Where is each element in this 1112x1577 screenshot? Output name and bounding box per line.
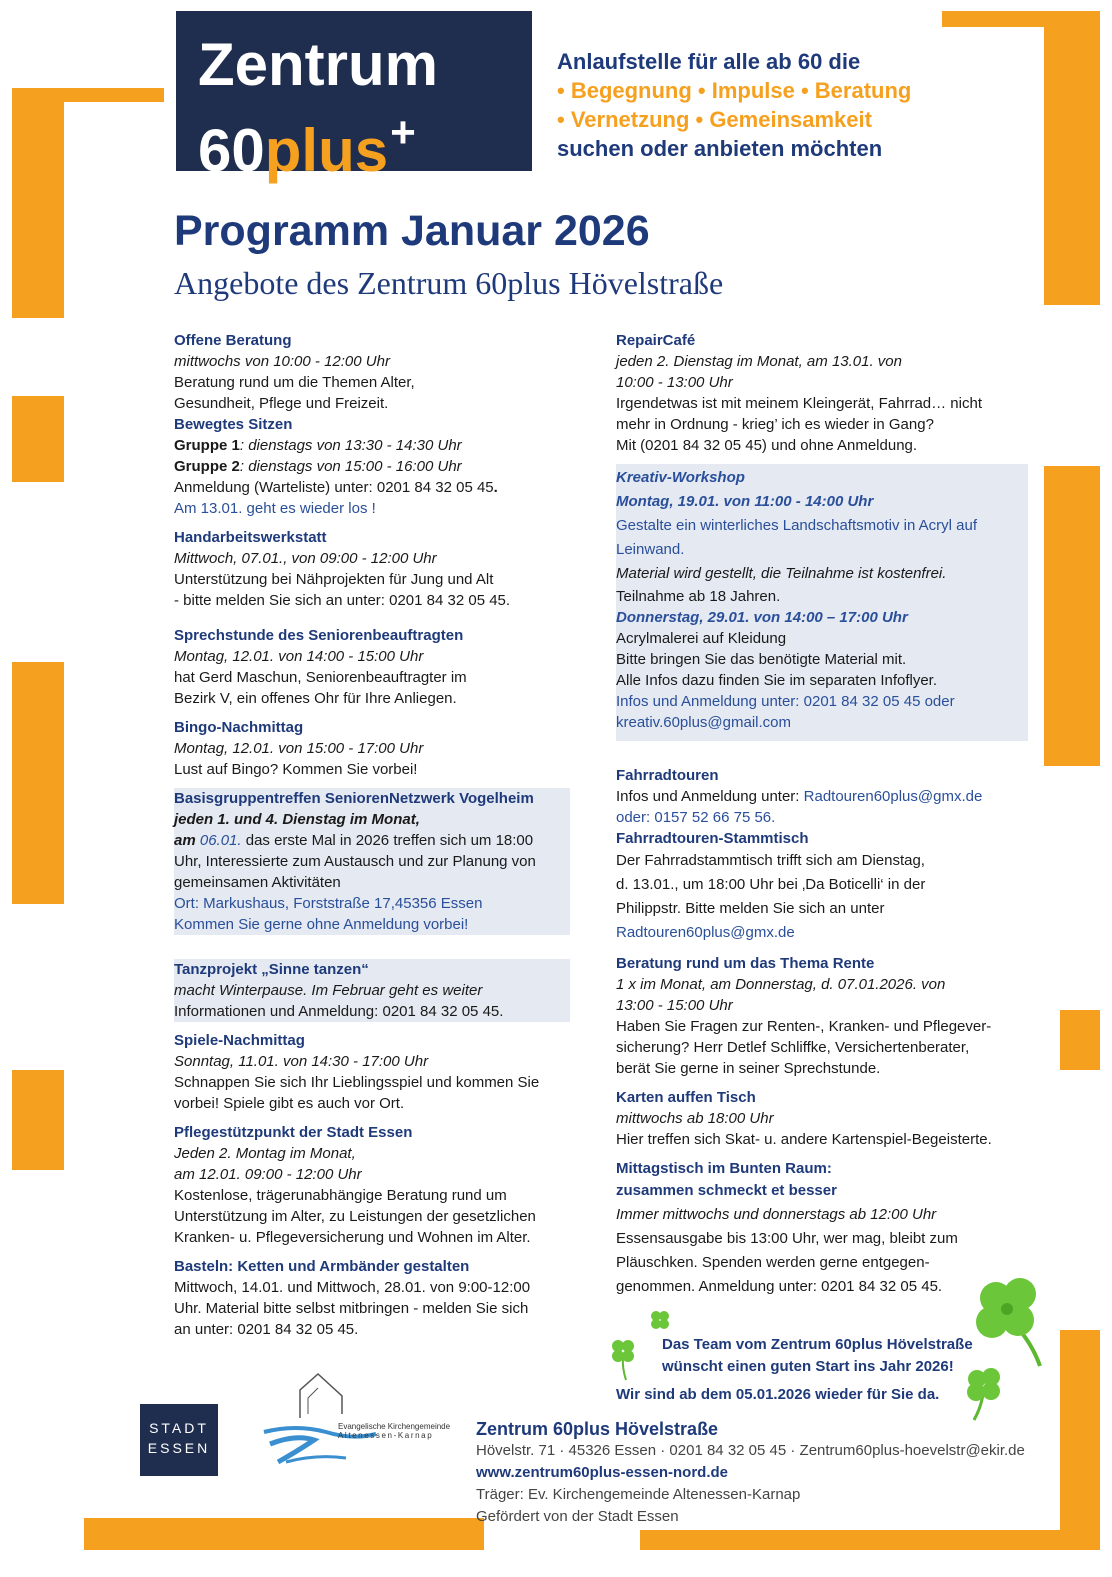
email-link[interactable]: kreativ.60plus@gmail.com bbox=[616, 714, 792, 731]
event-text: Mit (0201 84 32 05 45) und ohne Anmeldung. bbox=[616, 437, 918, 454]
period: . bbox=[493, 479, 498, 496]
frame-right-bottom bbox=[1060, 1330, 1100, 1550]
event-time bbox=[174, 456, 570, 477]
event-time: Immer mittwochs und donnerstags ab 12:00 Uhr bbox=[616, 1206, 937, 1223]
event-time: Jeden 2. Montag im Monat, bbox=[174, 1145, 356, 1162]
group-label: Gruppe 1 bbox=[174, 437, 240, 454]
event-text: Informationen und Anmeldung: 0201 84 32 05 45. bbox=[174, 1003, 504, 1020]
frame-left-mid1 bbox=[12, 396, 64, 482]
event-text: Haben Sie Fragen zur Renten-, Kranken- und Pflegever- bbox=[616, 1018, 992, 1035]
event-text: Bitte bringen Sie das benötigte Material mit. bbox=[616, 651, 907, 668]
logo-number: 60 bbox=[198, 117, 265, 184]
team-message bbox=[616, 1334, 973, 1406]
event-text: hat Gerd Maschun, Seniorenbeauftragter im bbox=[174, 669, 467, 686]
event-text: Kostenlose, trägerunabhängige Beratung rund um bbox=[174, 1187, 507, 1204]
frame-right-lower bbox=[1060, 1010, 1100, 1070]
event-date: 06.01. bbox=[195, 832, 242, 849]
event-note: Kommen Sie gerne ohne Anmeldung vorbei! bbox=[174, 916, 469, 933]
church-icon bbox=[256, 1370, 472, 1470]
event-heading: Fahrradtouren-Stammtisch bbox=[616, 830, 809, 847]
email-link[interactable]: Radtouren60plus@gmx.de bbox=[803, 788, 983, 805]
event-basisgruppentreffen bbox=[174, 788, 570, 935]
event-text: mehr in Ordnung - krieg’ ich es wieder in Gang? bbox=[616, 416, 934, 433]
event-text: Irgendetwas ist mit meinem Kleingerät, Fahrrad… nicht bbox=[616, 395, 982, 412]
event-text: Pläuschken. Spenden werden gerne entgegen- bbox=[616, 1254, 930, 1271]
event-spiele-nachmittag bbox=[174, 1030, 570, 1114]
event-heading: Mittagstisch im Bunten Raum: bbox=[616, 1160, 832, 1177]
frame-bottom-left-bar bbox=[84, 1518, 484, 1550]
event-fahrradtouren bbox=[616, 765, 1028, 828]
stadt-logo-line: STADT bbox=[149, 1420, 209, 1436]
frame-bottom-right-bar bbox=[640, 1530, 1100, 1550]
event-text: Kranken- u. Pflegeversicherung und Wohnen im Alter. bbox=[174, 1229, 531, 1246]
event-text: Unterstützung im Alter, zu Leistungen der gesetzlichen bbox=[174, 1208, 536, 1225]
frame-left-mid3 bbox=[12, 1070, 64, 1170]
event-heading: Handarbeitswerkstatt bbox=[174, 529, 327, 546]
event-heading: zusammen schmeckt et besser bbox=[616, 1182, 837, 1199]
event-repaircafe bbox=[616, 330, 1028, 456]
event-text: Teilnahme ab 18 Jahren. bbox=[616, 588, 781, 605]
event-text: Lust auf Bingo? Kommen Sie vorbei! bbox=[174, 761, 418, 778]
event-text-part: das erste Mal in 2026 treffen sich um 18:00 bbox=[241, 832, 534, 849]
event-note: Am 13.01. geht es wieder los ! bbox=[174, 500, 376, 517]
logo-plus-sign: + bbox=[390, 108, 416, 157]
event-handarbeitswerkstatt bbox=[174, 527, 570, 611]
event-time: macht Winterpause. Im Februar geht es weiter bbox=[174, 982, 483, 999]
event-heading: Beratung rund um das Thema Rente bbox=[616, 955, 875, 972]
stadt-essen-logo bbox=[140, 1404, 218, 1476]
page-title: Programm Januar 2026 bbox=[174, 207, 650, 255]
event-text: d. 13.01., um 18:00 Uhr bei ‚Da Boticelli‘ in der bbox=[616, 876, 926, 893]
event-heading: Kreativ-Workshop bbox=[616, 469, 745, 486]
event-heading: Offene Beratung bbox=[174, 332, 292, 349]
footer-info bbox=[476, 1418, 1025, 1528]
event-text: Gesundheit, Pflege und Freizeit. bbox=[174, 395, 389, 412]
event-heading: Bingo-Nachmittag bbox=[174, 719, 304, 736]
event-time: Montag, 12.01. von 15:00 - 17:00 Uhr bbox=[174, 740, 424, 757]
event-offene-beratung bbox=[174, 330, 570, 414]
footer-funding: Gefördert von der Stadt Essen bbox=[476, 1508, 679, 1525]
frame-left-mid2 bbox=[12, 662, 64, 904]
event-text bbox=[616, 786, 1028, 807]
event-sprechstunde bbox=[174, 625, 570, 709]
email-link[interactable]: Radtouren60plus@gmx.de bbox=[616, 924, 795, 941]
event-text: an unter: 0201 84 32 05 45. bbox=[174, 1321, 359, 1338]
event-time: mittwochs ab 18:00 Uhr bbox=[616, 1110, 774, 1127]
info-label: Infos und Anmeldung unter: bbox=[616, 788, 804, 805]
page-subtitle: Angebote des Zentrum 60plus Hövelstraße bbox=[174, 265, 724, 301]
left-column bbox=[174, 330, 570, 1340]
event-text: gemeinsamen Aktivitäten bbox=[174, 874, 341, 891]
stadt-logo-line: ESSEN bbox=[147, 1440, 211, 1456]
phone-text: oder: 0157 52 66 75 56. bbox=[616, 809, 776, 826]
group-time: : dienstags von 13:30 - 14:30 Uhr bbox=[239, 437, 462, 454]
event-time: am 12.01. 09:00 - 12:00 Uhr bbox=[174, 1166, 362, 1183]
event-text: sicherung? Herr Detlef Schliffke, Versichertenberater, bbox=[616, 1039, 970, 1056]
group-label: Gruppe 2 bbox=[174, 458, 240, 475]
event-location: Ort: Markushaus, Forststraße 17,45356 Essen bbox=[174, 895, 483, 912]
clover-icon bbox=[648, 1308, 672, 1332]
event-time bbox=[174, 435, 570, 456]
event-time: 1 x im Monat, am Donnerstag, d. 07.01.2026. von bbox=[616, 976, 946, 993]
event-time: jeden 2. Dienstag im Monat, am 13.01. von bbox=[616, 353, 902, 370]
event-time: mittwochs von 10:00 - 12:00 Uhr bbox=[174, 353, 390, 370]
event-text: Bezirk V, ein offenes Ohr für Ihre Anliegen. bbox=[174, 690, 457, 707]
kirchengemeinde-logo bbox=[256, 1370, 472, 1470]
logo-60plus bbox=[198, 103, 416, 184]
event-time: Donnerstag, 29.01. von 14:00 – 17:00 Uhr bbox=[616, 609, 908, 626]
event-basteln bbox=[174, 1256, 570, 1340]
event-time: Mittwoch, 07.01., von 09:00 - 12:00 Uhr bbox=[174, 550, 437, 567]
registration-text: Anmeldung (Warteliste) unter: 0201 84 32 05 45 bbox=[174, 479, 494, 496]
team-line: Das Team vom Zentrum 60plus Hövelstraße bbox=[662, 1336, 973, 1353]
event-bewegtes-sitzen bbox=[174, 414, 570, 519]
event-text: vorbei! Spiele gibt es auch vor Ort. bbox=[174, 1095, 405, 1112]
event-pflegestuetzpunkt bbox=[174, 1122, 570, 1248]
event-time: Montag, 19.01. von 11:00 - 14:00 Uhr bbox=[616, 493, 874, 510]
event-text: Material wird gestellt, die Teilnahme ist kostenfrei. bbox=[616, 565, 947, 582]
event-text: Mittwoch, 14.01. und Mittwoch, 28.01. von 9:00-12:00 bbox=[174, 1279, 531, 1296]
footer-website-link[interactable]: www.zentrum60plus-essen-nord.de bbox=[476, 1464, 728, 1481]
logo-plus-word: plus bbox=[264, 117, 389, 184]
tagline-line: suchen oder anbieten möchten bbox=[557, 136, 883, 161]
event-text: Schnappen Sie sich Ihr Lieblingsspiel und kommen Sie bbox=[174, 1074, 540, 1091]
zentrum-60plus-logo bbox=[176, 11, 532, 184]
event-text: Hier treffen sich Skat- u. andere Kartenspiel-Begeisterte. bbox=[616, 1131, 992, 1148]
event-heading: Bewegtes Sitzen bbox=[174, 416, 293, 433]
event-text: Uhr. Material bitte selbst mitbringen - melden Sie sich bbox=[174, 1300, 529, 1317]
event-time: 10:00 - 13:00 Uhr bbox=[616, 374, 733, 391]
event-heading: Pflegestützpunkt der Stadt Essen bbox=[174, 1124, 413, 1141]
event-text bbox=[174, 830, 570, 851]
event-tanzprojekt bbox=[174, 959, 570, 1022]
event-text: - bitte melden Sie sich an unter: 0201 84 32 05 45. bbox=[174, 592, 511, 609]
event-text: Essensausgabe bis 13:00 Uhr, wer mag, bleibt zum bbox=[616, 1230, 958, 1247]
event-text: Leinwand. bbox=[616, 541, 685, 558]
frame-right-mid bbox=[1044, 466, 1100, 766]
event-text: Alle Infos dazu finden Sie im separaten Infoflyer. bbox=[616, 672, 938, 689]
logo-word: Zentrum bbox=[198, 31, 438, 98]
tagline-line: • Begegnung • Impulse • Beratung bbox=[557, 78, 912, 103]
event-text: Gestalte ein winterliches Landschaftsmotiv in Acryl auf bbox=[616, 517, 978, 534]
event-heading: Tanzprojekt „Sinne tanzen“ bbox=[174, 961, 369, 978]
event-text: berät Sie gerne in seiner Sprechstunde. bbox=[616, 1060, 881, 1077]
tagline bbox=[557, 47, 911, 163]
event-rente bbox=[616, 953, 1028, 1079]
event-text: Der Fahrradstammtisch trifft sich am Dienstag, bbox=[616, 852, 925, 869]
footer-traeger: Träger: Ev. Kirchengemeinde Altenessen-Karnap bbox=[476, 1486, 801, 1503]
event-time: Montag, 12.01. von 14:00 - 15:00 Uhr bbox=[174, 648, 424, 665]
event-text: Unterstützung bei Nähprojekten für Jung und Alt bbox=[174, 571, 494, 588]
event-heading: Karten auffen Tisch bbox=[616, 1089, 756, 1106]
footer-address: Hövelstr. 71 · 45326 Essen · 0201 84 32 05 45 · Zentrum60plus-hoevelstr@ekir.de bbox=[476, 1442, 1025, 1459]
team-line: wünscht einen guten Start ins Jahr 2026! bbox=[662, 1358, 954, 1375]
event-heading: Sprechstunde des Seniorenbeauftragten bbox=[174, 627, 464, 644]
event-text bbox=[174, 477, 570, 498]
kirche-logo-line: Altenessen-Karnap bbox=[338, 1431, 434, 1440]
event-heading: Basteln: Ketten und Armbänder gestalten bbox=[174, 1258, 470, 1275]
right-column bbox=[616, 330, 1028, 1299]
frame-right-upper bbox=[1044, 11, 1100, 305]
footer-org-name: Zentrum 60plus Hövelstraße bbox=[476, 1419, 719, 1439]
event-karten bbox=[616, 1087, 1028, 1150]
kirche-logo-line: Evangelische Kirchengemeinde bbox=[338, 1422, 451, 1431]
event-kreativ-workshop bbox=[616, 464, 1028, 741]
event-heading: RepairCafé bbox=[616, 332, 696, 349]
event-text: Philippstr. Bitte melden Sie sich an unter bbox=[616, 900, 885, 917]
event-text: Acrylmalerei auf Kleidung bbox=[616, 630, 787, 647]
event-time: Sonntag, 11.01. von 14:30 - 17:00 Uhr bbox=[174, 1053, 429, 1070]
event-text: Infos und Anmeldung unter: 0201 84 32 05 45 oder bbox=[616, 693, 955, 710]
tagline-line: Anlaufstelle für alle ab 60 die bbox=[557, 49, 861, 74]
event-text: Uhr, Interessierte zum Austausch und zur Planung von bbox=[174, 853, 536, 870]
clover-icon bbox=[960, 1268, 1060, 1368]
am-label: am bbox=[174, 832, 196, 849]
frame-left-upper-bar bbox=[12, 88, 64, 318]
team-line: Wir sind ab dem 05.01.2026 wieder für Sie da. bbox=[616, 1386, 940, 1403]
event-fahrrad-stammtisch bbox=[616, 828, 1028, 945]
event-text: Beratung rund um die Themen Alter, bbox=[174, 374, 415, 391]
event-heading: Basisgruppentreffen SeniorenNetzwerk Vogelheim bbox=[174, 790, 534, 807]
group-time: : dienstags von 15:00 - 16:00 Uhr bbox=[239, 458, 462, 475]
event-bingo bbox=[174, 717, 570, 780]
tagline-line: • Vernetzung • Gemeinsamkeit bbox=[557, 107, 872, 132]
event-heading: Spiele-Nachmittag bbox=[174, 1032, 305, 1049]
event-time: 13:00 - 15:00 Uhr bbox=[616, 997, 733, 1014]
event-time: jeden 1. und 4. Dienstag im Monat, bbox=[174, 811, 420, 828]
event-heading: Fahrradtouren bbox=[616, 767, 719, 784]
event-text: genommen. Anmeldung unter: 0201 84 32 05 45. bbox=[616, 1278, 943, 1295]
